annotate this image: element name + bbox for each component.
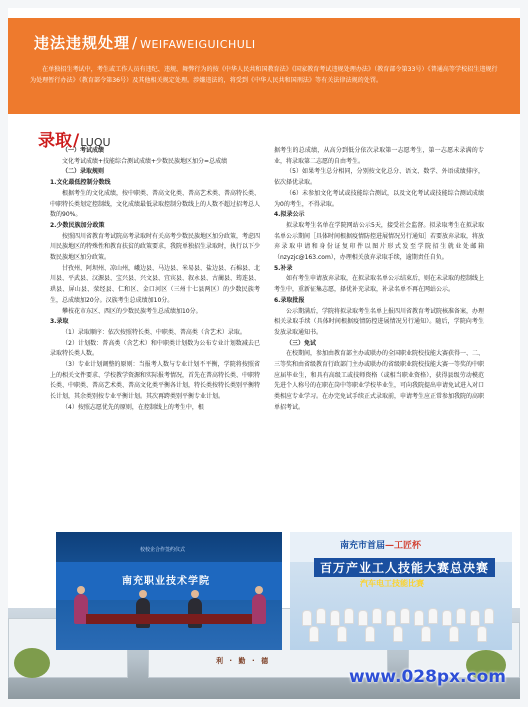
person <box>358 610 368 626</box>
paragraph: 拟录取考生名单在学院网站公示5天，接受社会监督。拟录取考生在拟录取名单公示期间［具体时间根据疫情防控进展情况另行通知］若要放弃录取，将放弃录取申请和身份证复印件以图片形式发至学院招生就业处邮箱（nzyzjc@163.com），办理相关放弃录取手续，逾期责任自负。 <box>274 221 485 262</box>
paragraph: 公示期满后，学院将拟录取考生名单上报四川省教育考试院核准备案，办理相关录取手续（具体时间根据疫情防控进展情况另行通知）。随后，学院向考生发放录取通知书。 <box>274 307 485 336</box>
heading-admission-rules: （二）录取规则 <box>62 168 105 176</box>
right-column <box>274 146 484 414</box>
paragraph: （4）按照志愿优先的原则，在控制线上的考生中，根 <box>62 403 204 411</box>
person <box>456 608 466 624</box>
subheading-minority-bonus: 2.少数民族加分政策 <box>50 221 105 229</box>
paragraph: 甘孜州、阿坝州、凉山州，峨边县、马边县、米易县、盐边县、石棉县、北川县、平武县、汉源县、宝兴县、兴文县、宜宾县、叙永县、古蔺县、筠连县、珙县、屏山县、荥经县、仁和区、金口河区（三州十七县两区）的少数民族考生，总成绩加20分。汉族考生总成绩加10分。 <box>50 264 261 304</box>
person <box>337 626 347 642</box>
site-watermark: www.028px.com <box>348 667 506 687</box>
person <box>477 626 487 642</box>
photo-caption-line1 <box>340 538 421 551</box>
person <box>365 626 375 642</box>
person <box>386 610 396 626</box>
person <box>330 610 340 626</box>
person <box>372 608 382 624</box>
person <box>484 608 494 624</box>
signing-ceremony-photo <box>56 532 282 650</box>
banner-title-cn: 违法违规处理 <box>34 34 131 52</box>
subheading-supplementary: 5.补录 <box>274 264 293 272</box>
person <box>302 610 312 626</box>
person <box>442 610 452 626</box>
photo-caption: 南充职业技术学院 <box>122 576 210 587</box>
paragraph: 在校期间，参加由教育部主办或联办的全国职业院校技能大赛获得一、二、三等奖和由省级教育行政部门主办或联办的省级职业院校技能大赛一等奖的中职应届毕业生，和具有高级工或技师资格（或相当职业资格），获得县级劳动模范先进个人称号的在职在岗中等职业学校毕业生，可向我院提出申请免试进入对口类相应专业学习。在办完免试手续正式录取前，申请考生应正常参加我院的高职单招考试。 <box>274 350 485 411</box>
paragraph: （1）录取顺序：依次按照特长类、中职类、普高类（含艺术）录取。 <box>62 328 246 336</box>
skills-competition-photo <box>290 532 512 650</box>
signing-table <box>86 614 252 624</box>
tree <box>14 648 50 678</box>
photo-small-text: 校校企合作签约仪式 <box>140 547 186 553</box>
left-column <box>50 146 260 414</box>
gate-inscription: 利 · 勤 · 德 <box>216 657 271 665</box>
subheading-approval: 6.录取批报 <box>274 296 305 304</box>
photo-caption-line3: 汽车电工技能比赛 <box>360 579 424 588</box>
heading-exemption: （三）免试 <box>286 339 317 347</box>
person <box>344 608 354 624</box>
person <box>414 610 424 626</box>
paragraph: 根据考生的文化成绩，按中职类、普高文化类、普高艺术类、普高特长类、中职特长类划定控制线，文化成绩最低录取控制分数线上的人数不超过招考总人数的90%。 <box>50 189 261 219</box>
banner-title-en: WEIFAWEIGUICHULI <box>140 38 256 51</box>
caption-highlight: —工匠杯 <box>385 541 422 551</box>
banner-title <box>34 32 256 53</box>
person <box>428 608 438 624</box>
group-of-people <box>298 596 504 642</box>
banner-paragraph: 在单独招生考试中，考生或工作人员有违纪、违规、舞弊行为的按《中华人民共和国教育法》《国家教育考试违规处理办法》（教育部令第33号）《普通高等学校招生违规行为处理暂行办法》（教育部令第36号）及其他相关规定处理。涉嫌违法的，将受到《中华人民共和国刑法》等有关法律法规的处罚。 <box>30 66 498 84</box>
person-head <box>77 586 85 594</box>
subheading-admission: 3.录取 <box>50 318 69 326</box>
section-title-en: LUQU <box>80 136 111 149</box>
subheading-min-score: 1.文化最低控制分数线 <box>50 179 111 187</box>
person-head <box>255 586 263 594</box>
paragraph: （3）专业计划调整的原则：当报考人数与专业计划不平衡，学院将按照省上的相关文件要求、学校教学资源和实际报考情况，首先在普高特长类、中职特长类、中职类、普高艺术类、普高文化类平衡各计划，特长类按特长类别平衡特长计划，其余类别按专业平衡计划。其次再跨类别平衡专业计划。 <box>50 361 261 401</box>
paragraph: 如有考生申请放弃录取，在拟录取名单公示结束后，则在未录取的控制线上考生中，重新征集志愿，择优补充录取，补录名单不再在网站公示。 <box>274 275 485 294</box>
paragraph: 文化考试成绩+技能综合测试成绩+少数民族地区加分=总成绩 <box>62 157 228 165</box>
title-separator: / <box>132 34 139 52</box>
person <box>449 626 459 642</box>
paragraph: 据考生的总成绩，从高分到低分依次录取第一志愿考生，第一志愿未录满的专业，将录取第二志愿的自由考生。 <box>274 147 484 165</box>
subheading-publicity: 4.拟录公示 <box>274 211 305 219</box>
paragraph: （6）未参加文化考试或技能综合测试，以及文化考试或技能综合测试成绩为0的考生，不得录取。 <box>274 189 484 208</box>
person-head <box>139 590 147 598</box>
person-head <box>191 590 199 598</box>
person <box>421 626 431 642</box>
paragraph: （2）计划数：普高类（含艺术）和中职类计划数为公布专业计划数减去已录取特长类人数。 <box>50 339 260 358</box>
person <box>400 608 410 624</box>
page <box>8 8 520 699</box>
heading-exam-score: （一）考试成绩 <box>62 147 105 154</box>
person <box>470 610 480 626</box>
person <box>309 626 319 642</box>
paragraph: （5）如果考生总分相同，分别按文化总分、语文、数学、外语成绩排序，依次择优录取。 <box>274 168 484 187</box>
person <box>252 594 266 624</box>
paragraph: 攀枝花市东区、西区的少数民族考生总成绩加10分。 <box>62 307 202 315</box>
person <box>393 626 403 642</box>
section-title-cn: 录取 <box>38 131 72 151</box>
title-separator: / <box>73 131 80 151</box>
violation-banner <box>8 18 520 114</box>
photo-caption-line2: 百万产业工人技能大赛总决赛 <box>314 558 495 577</box>
person <box>316 608 326 624</box>
paragraph: 按照四川省教育考试院高考录取时有关高考少数民族地区加分政策，考虑四川民族地区的特殊性和教育扶贫的政策要求，我院单独招生录取时，执行以下少数民族地区加分政策。 <box>50 232 261 262</box>
caption-text: 南充市首届 <box>340 541 386 551</box>
